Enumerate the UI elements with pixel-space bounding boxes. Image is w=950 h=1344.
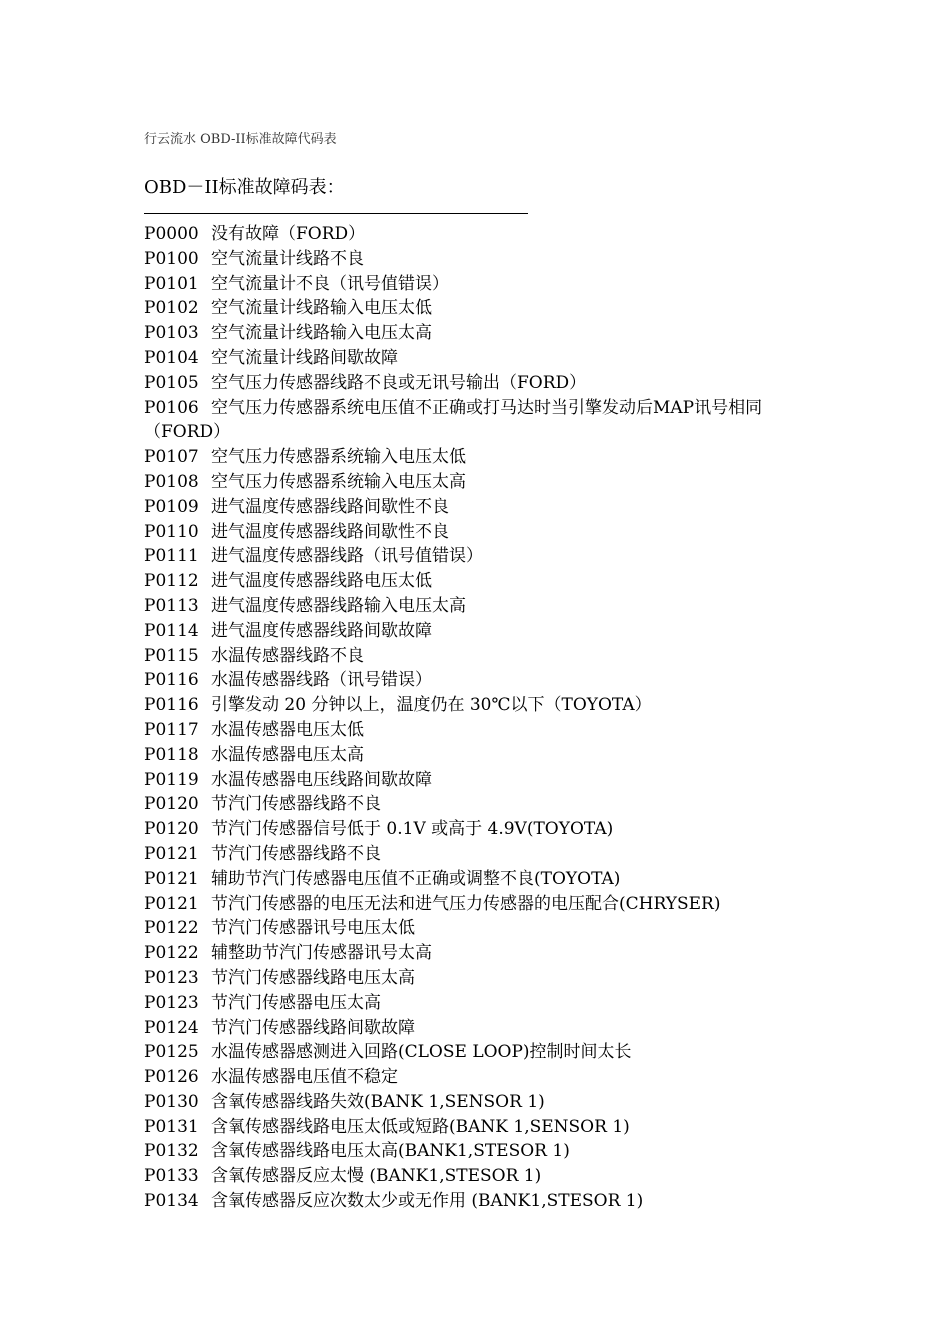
fault-code: P0130	[144, 1091, 199, 1112]
fault-code: P0105	[144, 372, 199, 393]
fault-code: P0118	[144, 744, 199, 765]
fault-description: 进气温度传感器线路间歇性不良	[211, 521, 449, 542]
fault-code: P0112	[144, 571, 199, 592]
fault-code: P0111	[144, 546, 199, 567]
fault-code: P0131	[144, 1116, 199, 1137]
fault-description: 含氧传感器线路失效(BANK 1,SENSOR 1)	[211, 1091, 545, 1112]
code-entry	[144, 544, 824, 569]
code-entry	[144, 941, 824, 966]
code-entry	[144, 1189, 824, 1214]
fault-description: 空气流量计线路不良	[211, 248, 364, 269]
fault-description: 节汽门传感器的电压无法和进气压力传感器的电压配合(CHRYSER)	[211, 893, 721, 914]
fault-code: P0104	[144, 347, 199, 368]
fault-code: P0000	[144, 224, 199, 244]
code-entry	[144, 594, 824, 619]
fault-code: P0109	[144, 496, 199, 517]
fault-code: P0132	[144, 1141, 199, 1162]
code-entry	[144, 619, 824, 644]
fault-code: P0116	[144, 670, 199, 691]
code-entry	[144, 693, 824, 718]
code-entry	[144, 892, 824, 917]
fault-description: 空气压力传感器系统输入电压太高	[211, 471, 466, 492]
fault-description: 水温传感器电压线路间歇故障	[211, 769, 432, 790]
fault-description: 水温传感器感测进入回路(CLOSE LOOP)控制时间太长	[211, 1042, 632, 1063]
fault-description: 节汽门传感器线路电压太高	[211, 967, 415, 988]
code-entry	[144, 1164, 824, 1189]
fault-description: 含氧传感器反应太慢 (BANK1,STESOR 1)	[211, 1166, 542, 1187]
fault-description: 进气温度传感器线路（讯号值错误）	[211, 546, 483, 567]
code-entry	[144, 495, 824, 520]
code-entry	[144, 966, 824, 991]
code-entry	[144, 396, 824, 446]
fault-code: P0119	[144, 769, 199, 790]
fault-description: 辅助节汽门传感器电压值不正确或调整不良(TOYOTA)	[211, 868, 621, 889]
fault-description: 含氧传感器反应次数太少或无作用 (BANK1,STESOR 1)	[211, 1191, 644, 1212]
fault-code: P0121	[144, 868, 199, 889]
fault-description: 空气压力传感器系统输入电压太低	[211, 447, 466, 468]
code-entry	[144, 768, 824, 793]
fault-code: P0108	[144, 471, 199, 492]
page-header: 行云流水 OBD-II标准故障代码表	[144, 132, 337, 147]
fault-code: P0110	[144, 521, 199, 542]
fault-description: 引擎发动 20 分钟以上，温度仍在 30℃以下（TOYOTA）	[211, 695, 652, 716]
code-entry	[144, 321, 824, 346]
fault-code: P0116	[144, 695, 199, 716]
fault-code: P0117	[144, 719, 199, 740]
fault-code: P0123	[144, 992, 199, 1013]
fault-description: 空气流量计线路间歇故障	[211, 347, 398, 368]
code-entry	[144, 569, 824, 594]
fault-description: 水温传感器电压太低	[211, 719, 364, 740]
fault-description: 空气流量计不良（讯号值错误）	[211, 273, 449, 294]
code-entry	[144, 247, 824, 272]
fault-code: P0107	[144, 447, 199, 468]
document-title: OBD－II标准故障码表：	[144, 177, 345, 198]
code-entry	[144, 867, 824, 892]
code-entry	[144, 445, 824, 470]
code-entry	[144, 222, 824, 247]
fault-description: 水温传感器线路不良	[211, 645, 364, 666]
title-underline	[144, 213, 528, 214]
fault-code: P0103	[144, 323, 199, 344]
code-entry	[144, 272, 824, 297]
code-entry	[144, 1139, 824, 1164]
code-entry	[144, 817, 824, 842]
code-entry	[144, 520, 824, 545]
fault-code: P0106	[144, 397, 199, 418]
fault-code: P0120	[144, 794, 199, 815]
code-entry	[144, 668, 824, 693]
code-entry	[144, 346, 824, 371]
fault-code: P0102	[144, 298, 199, 319]
code-entry	[144, 743, 824, 768]
fault-description: 进气温度传感器线路间歇性不良	[211, 496, 449, 517]
fault-code: P0114	[144, 620, 199, 641]
fault-description: 节汽门传感器线路间歇故障	[211, 1017, 415, 1038]
code-entry	[144, 1065, 824, 1090]
fault-description: 水温传感器电压太高	[211, 744, 364, 765]
fault-code: P0122	[144, 943, 199, 964]
code-entry	[144, 1090, 824, 1115]
code-entry	[144, 1040, 824, 1065]
fault-code: P0113	[144, 595, 199, 616]
fault-description: 水温传感器电压值不稳定	[211, 1067, 398, 1088]
fault-code-list	[144, 222, 824, 1214]
fault-code: P0124	[144, 1017, 199, 1038]
fault-description: 进气温度传感器线路电压太低	[211, 571, 432, 592]
fault-code: P0134	[144, 1191, 199, 1212]
code-entry	[144, 644, 824, 669]
fault-description: 辅整助节汽门传感器讯号太高	[211, 943, 432, 964]
fault-code: P0125	[144, 1042, 199, 1063]
fault-code: P0126	[144, 1067, 199, 1088]
fault-description: 空气流量计线路输入电压太高	[211, 323, 432, 344]
fault-description: 空气压力传感器线路不良或无讯号输出（FORD）	[211, 372, 587, 393]
fault-code: P0100	[144, 248, 199, 269]
code-entry	[144, 718, 824, 743]
fault-description: 含氧传感器线路电压太低或短路(BANK 1,SENSOR 1)	[211, 1116, 630, 1137]
fault-description: 空气流量计线路输入电压太低	[211, 298, 432, 319]
fault-description: 含氧传感器线路电压太高(BANK1,STESOR 1)	[211, 1141, 570, 1162]
fault-description: 节汽门传感器信号低于 0.1V 或高于 4.9V(TOYOTA)	[211, 819, 614, 840]
fault-description: 进气温度传感器线路间歇故障	[211, 620, 432, 641]
fault-description: 进气温度传感器线路输入电压太高	[211, 595, 466, 616]
code-entry	[144, 1016, 824, 1041]
code-entry	[144, 470, 824, 495]
code-entry	[144, 371, 824, 396]
fault-code: P0122	[144, 918, 199, 939]
code-entry	[144, 842, 824, 867]
fault-description: 没有故障（FORD）	[211, 224, 366, 244]
code-entry	[144, 296, 824, 321]
fault-code: P0121	[144, 893, 199, 914]
code-entry	[144, 916, 824, 941]
fault-description: 节汽门传感器线路不良	[211, 794, 381, 815]
fault-description: 节汽门传感器讯号电压太低	[211, 918, 415, 939]
fault-description: 节汽门传感器线路不良	[211, 843, 381, 864]
code-entry	[144, 991, 824, 1016]
fault-description: 节汽门传感器电压太高	[211, 992, 381, 1013]
code-entry	[144, 1115, 824, 1140]
fault-code: P0123	[144, 967, 199, 988]
fault-code: P0133	[144, 1166, 199, 1187]
fault-code: P0121	[144, 843, 199, 864]
fault-description: 水温传感器线路（讯号错误）	[211, 670, 432, 691]
fault-code: P0120	[144, 819, 199, 840]
fault-description: 空气压力传感器系统电压值不正确或打马达时当引擎发动后MAP讯号相同（FORD）	[144, 397, 763, 443]
code-entry	[144, 792, 824, 817]
fault-code: P0115	[144, 645, 199, 666]
fault-code: P0101	[144, 273, 199, 294]
